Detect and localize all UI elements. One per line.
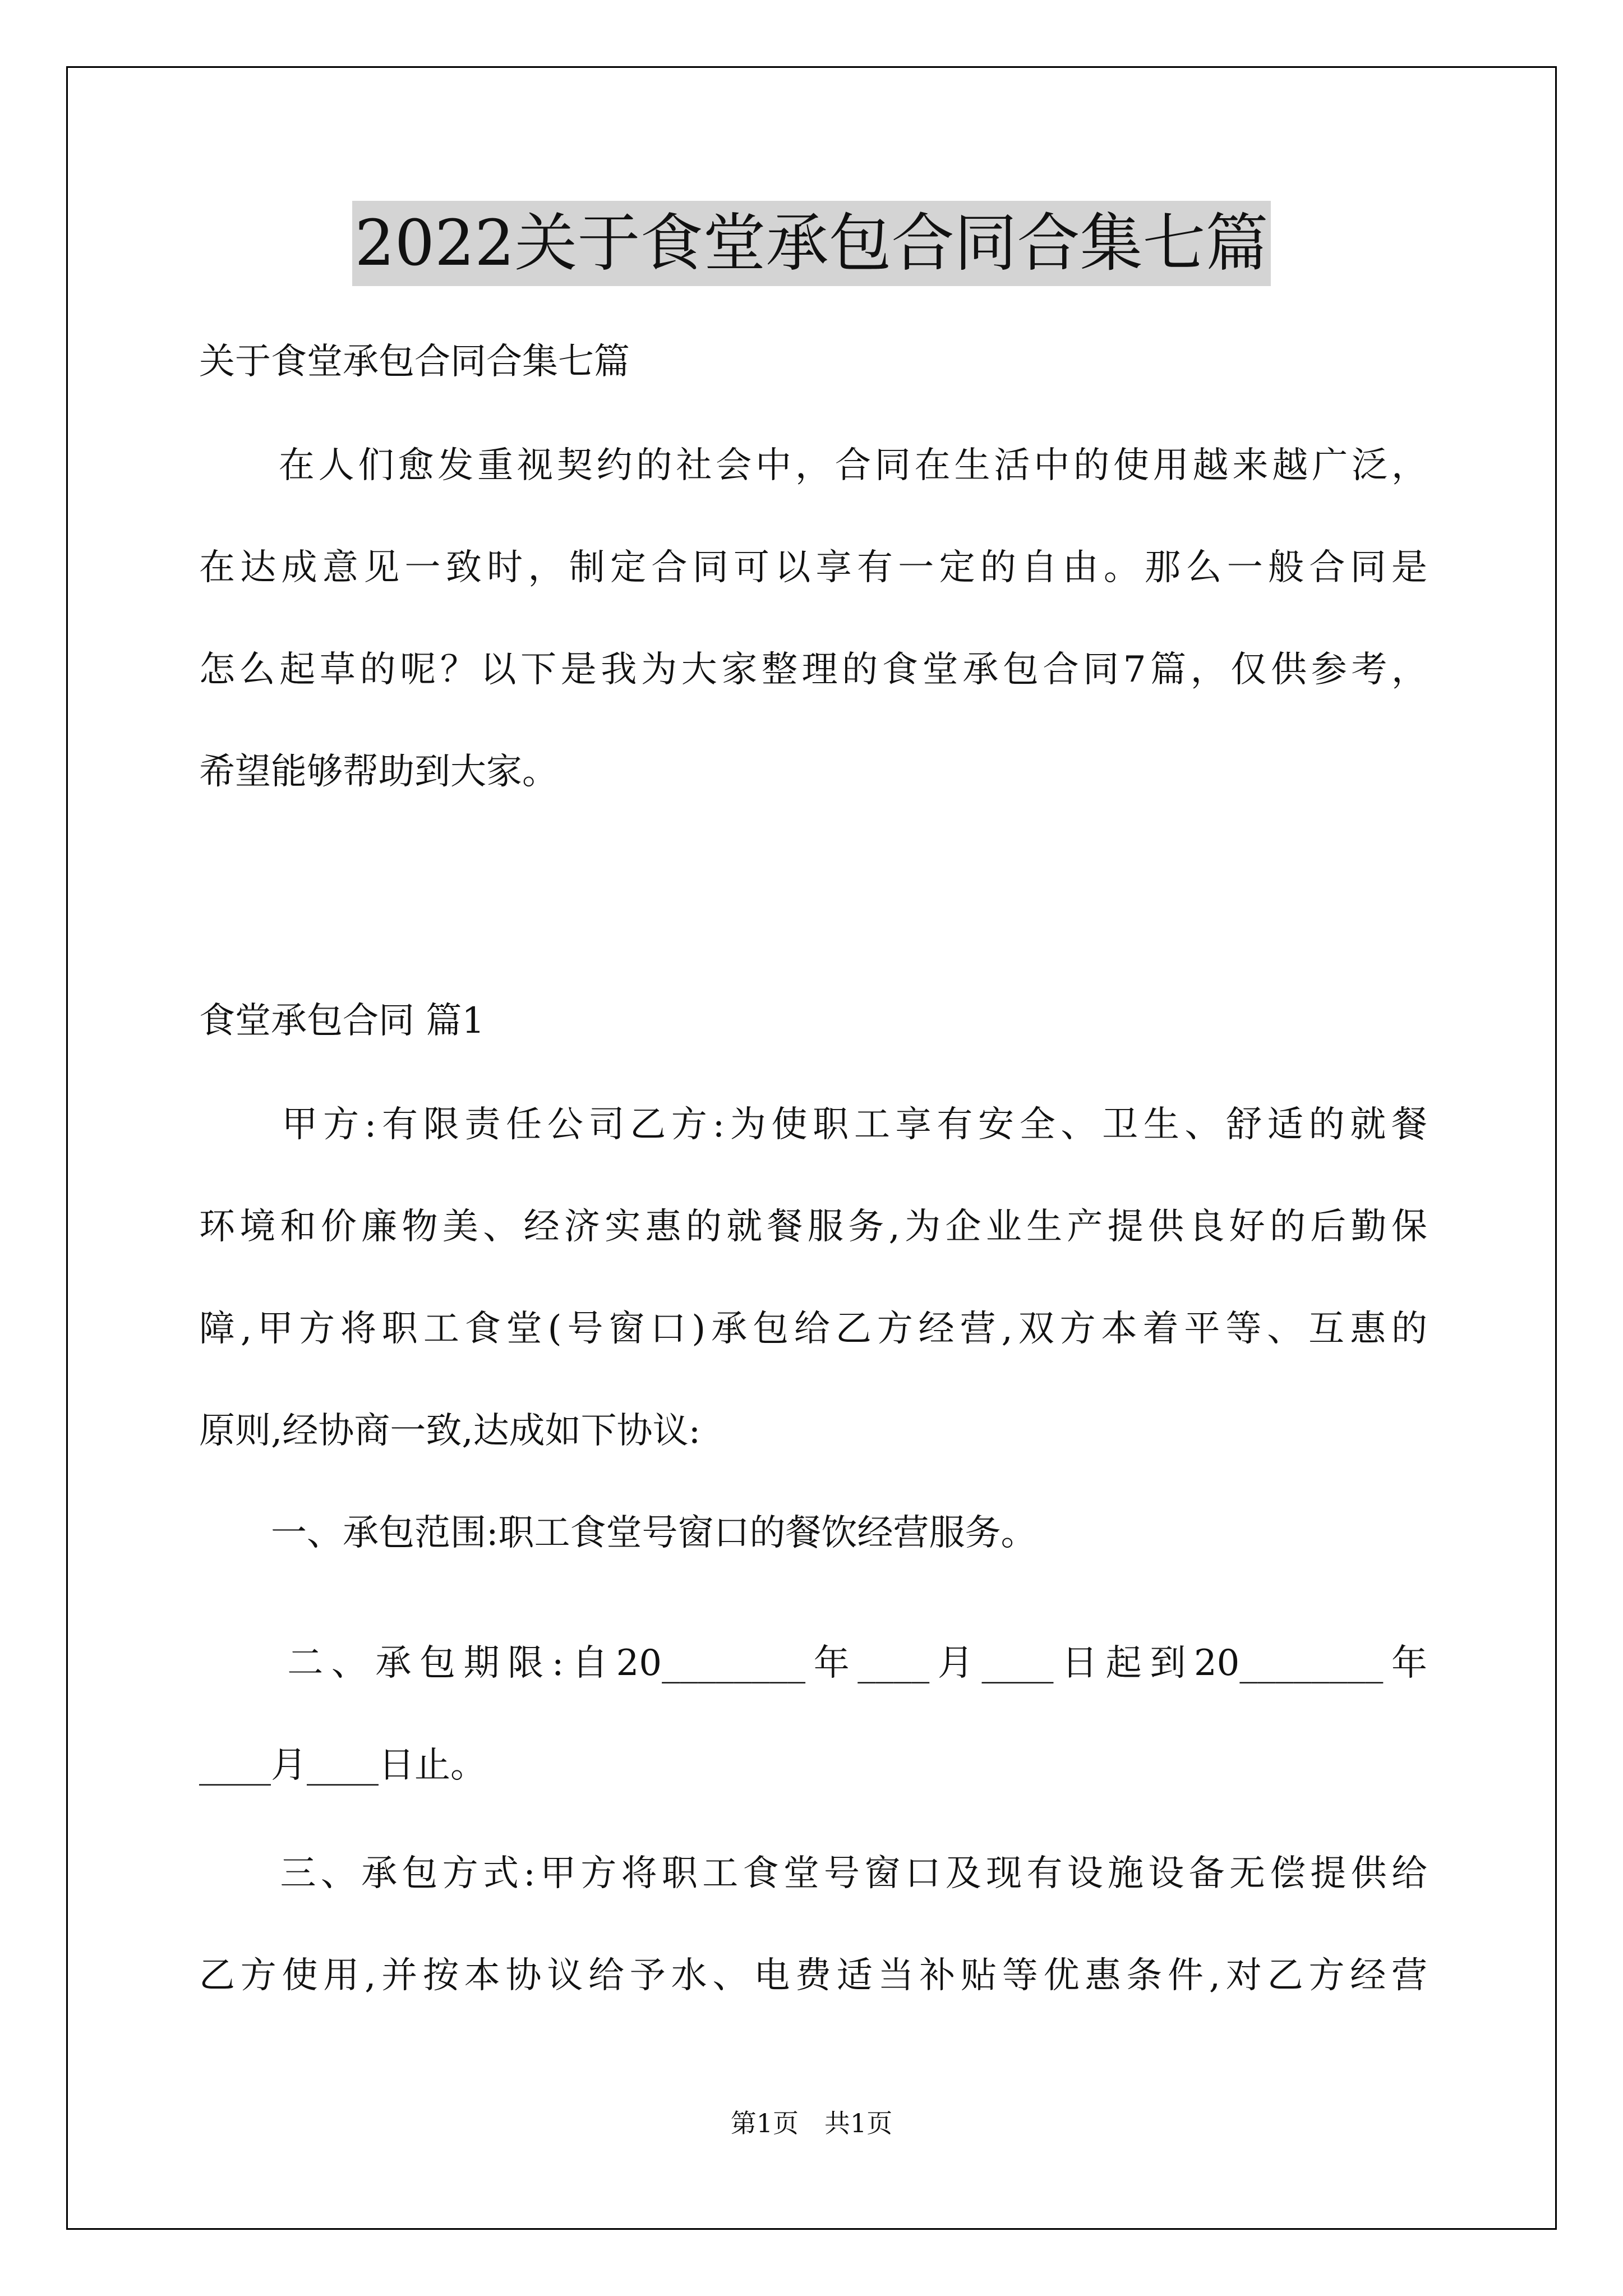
clause-scope: 一、承包范围:职工食堂号窗口的餐饮经营服务。 — [199, 1512, 1037, 1554]
section-heading: 食堂承包合同 篇1 — [199, 1000, 485, 1042]
intro-line: 在达成意见一致时，制定合同可以享有一定的自由。那么一般合同是 — [199, 547, 1427, 588]
paragraph-line: 障,甲方将职工食堂(号窗口)承包给乙方经营,双方本着平等、互惠的 — [199, 1308, 1427, 1350]
clause-term-line: 二、承包期限:自20________年____月____日起到20________年 — [199, 1642, 1427, 1684]
clause-method-line: 三、承包方式:甲方将职工食堂号窗口及现有设施设备无偿提供给 — [199, 1853, 1427, 1894]
clause-term-line: ____月____日止。 — [199, 1745, 486, 1786]
title-container — [0, 201, 1623, 286]
page-footer: 第1页 共1页 — [730, 2108, 893, 2138]
clause-method-line: 乙方使用,并按本协议给予水、电费适当补贴等优惠条件,对乙方经营 — [199, 1955, 1427, 1996]
intro-line: 怎么起草的呢？以下是我为大家整理的食堂承包合同7篇，仅供参考， — [199, 649, 1427, 691]
intro-line: 希望能够帮助到大家。 — [199, 751, 558, 793]
intro-line: 在人们愈发重视契约的社会中，合同在生活中的使用越来越广泛， — [199, 445, 1427, 486]
document-subtitle: 关于食堂承包合同合集七篇 — [199, 341, 630, 383]
paragraph-line: 甲方:有限责任公司乙方:为使职工享有安全、卫生、舒适的就餐 — [199, 1104, 1427, 1145]
paragraph-line: 原则,经协商一致,达成如下协议: — [199, 1410, 701, 1452]
paragraph-line: 环境和价廉物美、经济实惠的就餐服务,为企业生产提供良好的后勤保 — [199, 1206, 1427, 1248]
document-title: 2022关于食堂承包合同合集七篇 — [352, 201, 1270, 286]
